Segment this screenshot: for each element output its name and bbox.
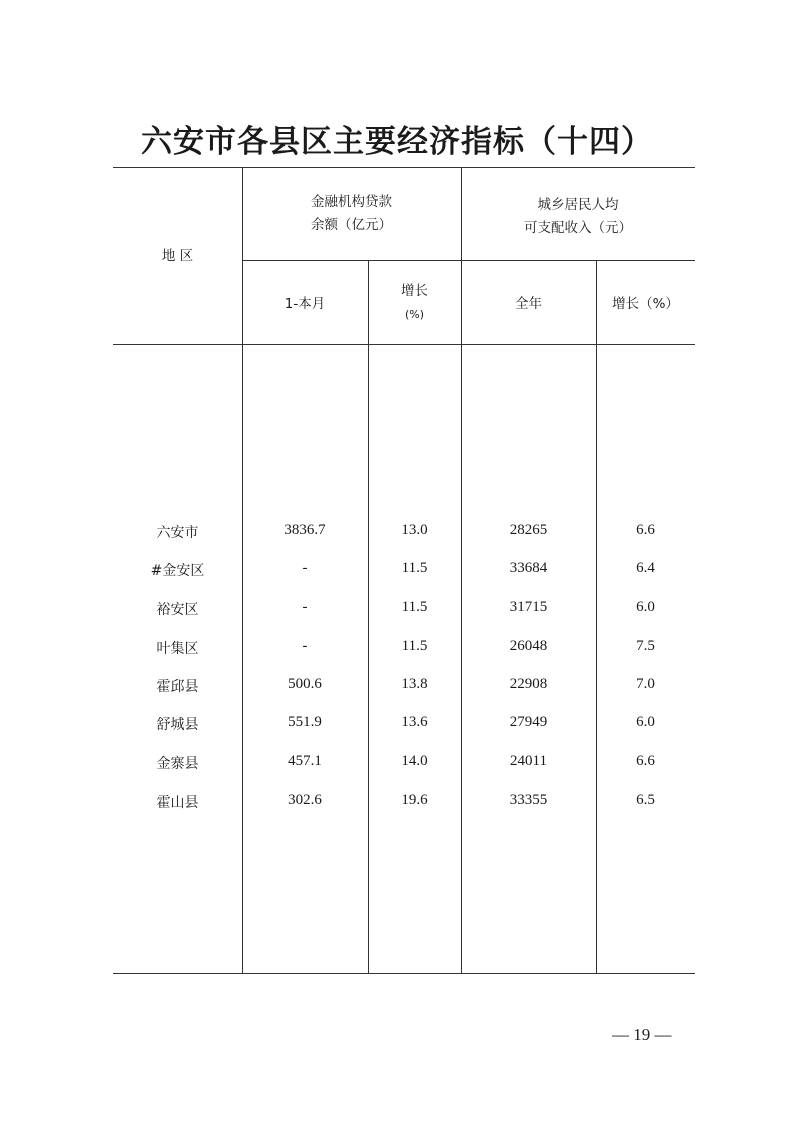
page-number: — 19 — <box>612 1025 672 1044</box>
cell-loan-growth: 13.6 <box>401 714 428 730</box>
table-bottom-rule <box>113 973 695 974</box>
cell-loan-growth: 14.0 <box>401 753 428 769</box>
cell-loan: - <box>302 560 308 576</box>
cell-income: 33355 <box>509 792 548 808</box>
cell-loan: - <box>302 599 308 615</box>
cell-income-growth: 6.6 <box>636 753 655 769</box>
cell-loan: 457.1 <box>288 753 322 769</box>
cell-income: 27949 <box>509 714 548 730</box>
cell-income: 28265 <box>509 522 548 538</box>
cell-loan-growth: 13.0 <box>401 522 428 538</box>
cell-loan-growth: 11.5 <box>401 599 428 615</box>
cell-region: 金寨县 <box>156 756 199 772</box>
header-loan-group: 金融机构贷款 余额（亿元） <box>311 194 392 233</box>
cell-income: 31715 <box>509 599 548 615</box>
cell-loan: 551.9 <box>288 714 322 730</box>
table-top-rule <box>113 167 695 168</box>
economic-indicators-table <box>113 167 695 974</box>
cell-income-growth: 6.4 <box>636 560 655 576</box>
cell-income: 24011 <box>510 753 547 769</box>
cell-income-growth: 7.0 <box>636 676 655 692</box>
header-region: 地 区 <box>161 248 194 264</box>
cell-income-growth: 6.0 <box>636 714 655 730</box>
cell-income-growth: 7.5 <box>636 638 655 654</box>
cell-region: 叶集区 <box>156 641 199 657</box>
cell-income: 22908 <box>509 676 548 692</box>
header-loan-growth: 增长 (%) <box>401 283 428 321</box>
cell-loan: 3836.7 <box>284 522 326 538</box>
cell-region: 裕安区 <box>156 602 199 618</box>
cell-income: 26048 <box>509 638 548 654</box>
cell-region: #金安区 <box>150 563 205 579</box>
cell-income-growth: 6.0 <box>636 599 655 615</box>
header-income-group: 城乡居民人均 可支配收入（元） <box>524 197 632 236</box>
page-title: 六安市各县区主要经济指标（十四） <box>141 124 653 160</box>
cell-income: 33684 <box>509 560 548 576</box>
cell-income-growth: 6.6 <box>636 522 655 538</box>
header-bottom-rule <box>113 344 695 345</box>
cell-loan-growth: 11.5 <box>401 638 428 654</box>
column-divider-loan-sub <box>368 260 369 974</box>
cell-region: 舒城县 <box>156 717 199 733</box>
cell-region: 霍山县 <box>156 795 199 811</box>
header-income-year: 全年 <box>515 296 542 312</box>
cell-loan: 302.6 <box>288 792 322 808</box>
cell-income-growth: 6.5 <box>636 792 655 808</box>
cell-loan: 500.6 <box>288 676 322 692</box>
cell-loan-growth: 13.8 <box>401 676 428 692</box>
cell-loan-growth: 11.5 <box>401 560 428 576</box>
header-loan-ytd: 1-本月 <box>284 296 326 312</box>
header-sub-rule <box>242 260 695 261</box>
cell-loan: - <box>302 638 308 654</box>
cell-region: 六安市 <box>156 525 199 541</box>
header-income-growth: 增长（%） <box>612 296 679 312</box>
cell-loan-growth: 19.6 <box>401 792 428 808</box>
cell-region: 霍邱县 <box>156 679 199 695</box>
column-divider-income-sub <box>596 260 597 974</box>
